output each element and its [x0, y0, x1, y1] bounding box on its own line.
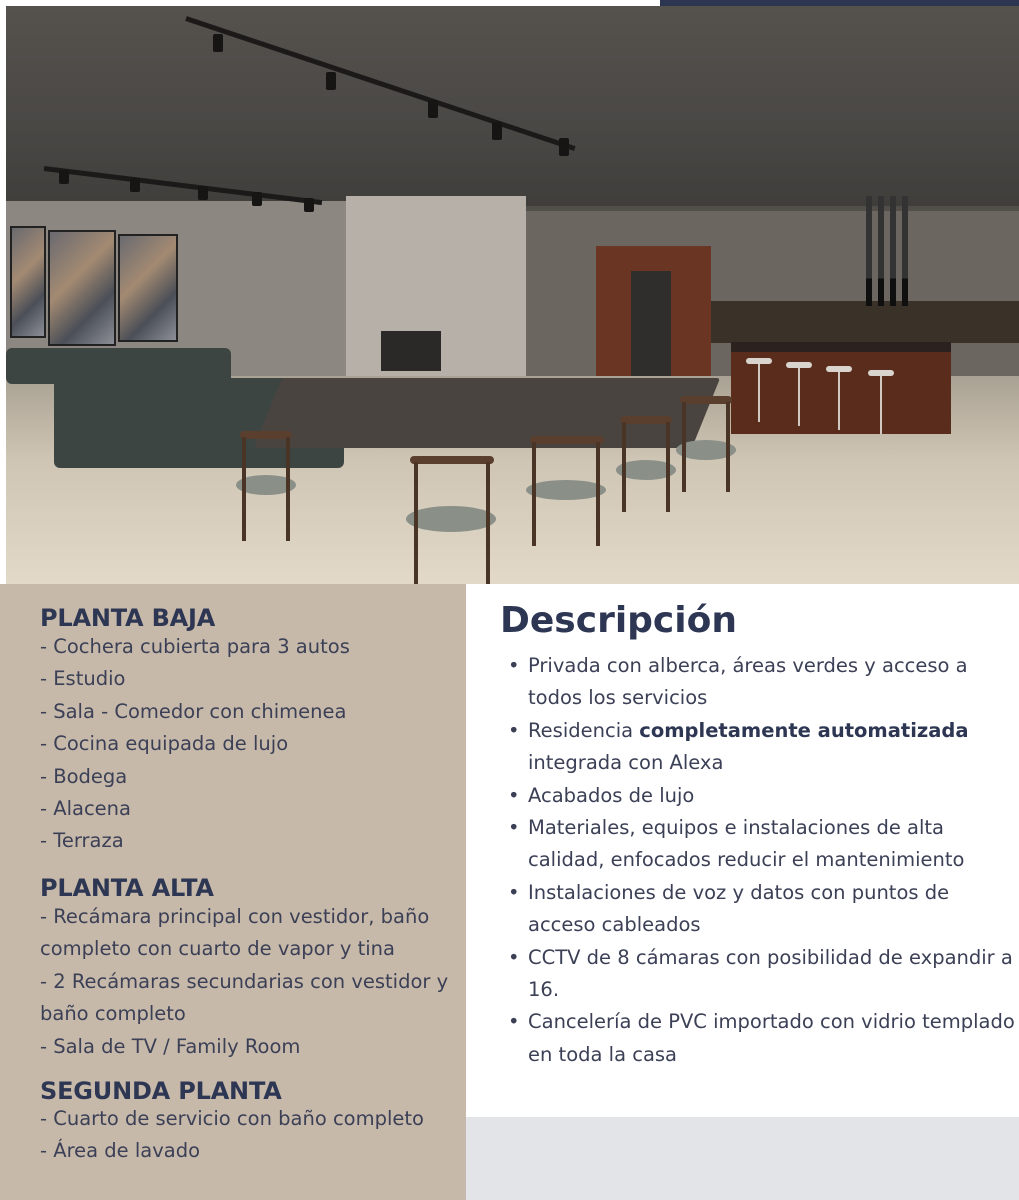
dining-chair — [406, 456, 496, 584]
list-item: • Materiales, equipos e instalaciones de alta calidad, enfocados reducir el mantenimiento — [500, 812, 1015, 877]
kitchen-island-top — [731, 342, 951, 352]
bar-stool — [868, 370, 894, 434]
planta-baja-title: PLANTA BAJA — [40, 604, 216, 632]
list-item: - Sala de TV / Family Room — [40, 1034, 301, 1058]
list-item: • Residencia completamente automatizada integrada con Alexa — [500, 715, 1015, 780]
bullet-icon: • — [508, 718, 520, 742]
list-item: baño completo — [40, 1002, 186, 1026]
list-item: - Bodega — [40, 764, 128, 788]
planta-baja-list — [40, 631, 350, 858]
spotlight — [428, 100, 438, 118]
list-item: - Recámara principal con vestidor, baño — [40, 905, 430, 928]
list-item: - Sala - Comedor con chimenea — [40, 699, 347, 723]
spotlight — [130, 178, 140, 192]
spotlight — [252, 192, 262, 206]
pendant-lamp — [866, 196, 872, 306]
descripcion-title: Descripción — [500, 600, 737, 641]
list-item: completo con cuarto de vapor y tina — [40, 937, 395, 961]
bullet-icon: • — [508, 783, 520, 807]
list-item: • Instalaciones de voz y datos con puntos de acceso cableados — [500, 877, 1015, 942]
list-item: - 2 Recámaras secundarias con vestidor y — [40, 969, 449, 993]
list-item: - Terraza — [40, 829, 124, 853]
spotlight — [304, 198, 314, 212]
dining-chair — [676, 396, 736, 496]
dining-chair — [526, 436, 606, 546]
bar-stool — [826, 366, 852, 430]
list-item: - Estudio — [40, 667, 126, 691]
segunda-planta-title: SEGUNDA PLANTA — [40, 1077, 282, 1105]
wall-art-panel — [48, 230, 116, 346]
bullet-icon: • — [508, 1010, 520, 1034]
spotlight — [326, 72, 336, 90]
bullet-icon: • — [508, 654, 520, 677]
bullet-icon: • — [508, 880, 520, 904]
wall-art-panel — [10, 226, 46, 338]
descripcion-list — [500, 650, 1015, 1071]
list-item: • Cancelería de PVC importado con vidrio templado en toda la casa — [500, 1006, 1015, 1071]
list-item: - Área de lavado — [40, 1139, 201, 1163]
bar-stool — [786, 362, 812, 426]
dining-chair — [236, 431, 296, 541]
refrigerator — [631, 271, 671, 381]
dining-chair — [616, 416, 676, 526]
list-item: - Alacena — [40, 797, 131, 821]
spotlight — [59, 170, 69, 184]
pendant-lamp — [902, 196, 908, 306]
spotlight — [213, 34, 223, 52]
list-item: - Cocina equipada de lujo — [40, 732, 289, 756]
list-item: • Privada con alberca, áreas verdes y acceso a todos los servicios — [500, 650, 1015, 715]
spotlight — [559, 138, 569, 156]
list-item: • CCTV de 8 cámaras con posibilidad de expandir a 16. — [500, 942, 1015, 1007]
spotlight — [198, 186, 208, 200]
bold-text: completamente automatizada — [639, 718, 969, 742]
planta-alta-list — [40, 901, 448, 1063]
pendant-lamp — [890, 196, 896, 306]
fireplace — [381, 331, 441, 371]
ceiling — [6, 6, 1019, 206]
bullet-icon: • — [508, 816, 520, 840]
spotlight — [492, 122, 502, 140]
wall-art-panel — [118, 234, 178, 342]
list-item: - Cochera cubierta para 3 autos — [40, 635, 350, 658]
pendant-lamp — [878, 196, 884, 306]
planta-alta-title: PLANTA ALTA — [40, 874, 214, 902]
bar-stool — [746, 358, 772, 422]
interior-render-photo — [6, 6, 1019, 584]
segunda-planta-list — [40, 1103, 424, 1168]
bullet-icon: • — [508, 945, 520, 969]
footer-band — [466, 1117, 1019, 1200]
list-item: • Acabados de lujo — [500, 780, 1015, 812]
list-item: - Cuarto de servicio con baño completo — [40, 1107, 424, 1130]
kitchen-backsplash — [711, 301, 1019, 343]
